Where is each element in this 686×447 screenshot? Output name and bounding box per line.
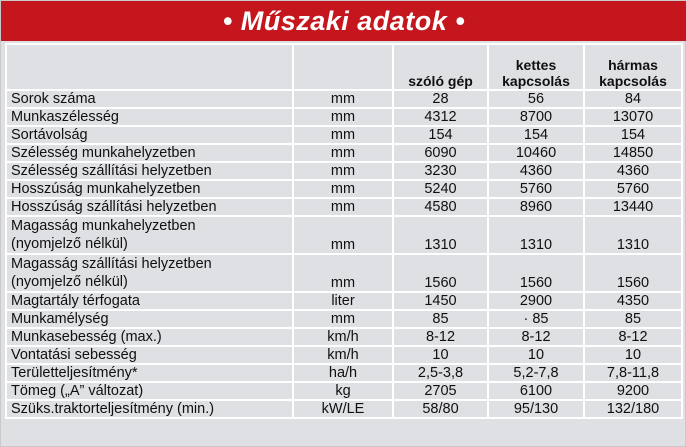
row-value-triple: 4360 — [584, 162, 682, 180]
row-label-line: Magasság szállítási helyzetben — [11, 256, 212, 272]
header-double-line2: kapcsolás — [502, 73, 570, 89]
table-header-row — [6, 44, 682, 90]
header-solo — [393, 44, 488, 90]
row-label: Szüks.traktorteljesítmény (min.) — [6, 400, 293, 418]
row-value-solo: 2,5-3,8 — [393, 364, 488, 382]
row-value-solo: 1560 — [393, 254, 488, 292]
row-value-solo: 2705 — [393, 382, 488, 400]
row-value-solo: 1310 — [393, 216, 488, 254]
header-triple-line1: hármas — [608, 57, 658, 73]
row-value-double: 1310 — [488, 216, 584, 254]
row-value-solo: 6090 — [393, 144, 488, 162]
table-row — [6, 364, 682, 382]
row-unit: mm — [293, 216, 393, 254]
row-value-double: 5,2-7,8 — [488, 364, 584, 382]
table-row — [6, 382, 682, 400]
row-label-line: (nyomjelző nélkül) — [11, 274, 128, 290]
row-value-solo: 1450 — [393, 292, 488, 310]
row-label: Hosszúság munkahelyzetben — [6, 180, 293, 198]
row-unit: kg — [293, 382, 393, 400]
row-label: Vontatási sebesség — [6, 346, 293, 364]
row-value-solo: 4580 — [393, 198, 488, 216]
row-value-double: 56 — [488, 90, 584, 108]
table-row — [6, 126, 682, 144]
table-row — [6, 292, 682, 310]
title-banner — [1, 1, 686, 41]
row-value-double: 154 — [488, 126, 584, 144]
row-value-solo: 85 — [393, 310, 488, 328]
table-row — [6, 310, 682, 328]
table-row — [6, 108, 682, 126]
row-value-triple: 9200 — [584, 382, 682, 400]
row-label: Magtartály térfogata — [6, 292, 293, 310]
row-value-double: 10460 — [488, 144, 584, 162]
row-value-solo: 154 — [393, 126, 488, 144]
row-value-double: 95/130 — [488, 400, 584, 418]
row-label: Hosszúság szállítási helyzetben — [6, 198, 293, 216]
row-value-double: 8960 — [488, 198, 584, 216]
row-unit: ha/h — [293, 364, 393, 382]
table-row — [6, 328, 682, 346]
row-unit: mm — [293, 198, 393, 216]
row-value-triple: 8-12 — [584, 328, 682, 346]
header-triple-line2: kapcsolás — [599, 73, 667, 89]
row-unit: liter — [293, 292, 393, 310]
row-value-double: 10 — [488, 346, 584, 364]
page-title: • Műszaki adatok • — [222, 5, 466, 36]
row-value-triple: 154 — [584, 126, 682, 144]
row-value-triple: 7,8-11,8 — [584, 364, 682, 382]
row-label-line: (nyomjelző nélkül) — [11, 236, 128, 252]
row-value-double: 5760 — [488, 180, 584, 198]
row-unit: mm — [293, 144, 393, 162]
row-value-double: 6100 — [488, 382, 584, 400]
row-value-triple: 85 — [584, 310, 682, 328]
row-unit: mm — [293, 180, 393, 198]
row-label: Tömeg („A” változat) — [6, 382, 293, 400]
row-unit: mm — [293, 126, 393, 144]
header-double — [488, 44, 584, 90]
row-unit: mm — [293, 254, 393, 292]
table-row — [6, 162, 682, 180]
table-row — [6, 216, 682, 254]
table-row — [6, 180, 682, 198]
table-row — [6, 254, 682, 292]
row-value-solo: 8-12 — [393, 328, 488, 346]
row-value-triple: 132/180 — [584, 400, 682, 418]
row-label: Szélesség szállítási helyzetben — [6, 162, 293, 180]
row-unit: mm — [293, 108, 393, 126]
row-unit: kW/LE — [293, 400, 393, 418]
table-row — [6, 198, 682, 216]
row-value-triple: 1560 — [584, 254, 682, 292]
row-value-triple: 84 — [584, 90, 682, 108]
row-label: Munkasebesség (max.) — [6, 328, 293, 346]
row-label: Sortávolság — [6, 126, 293, 144]
row-label: Munkamélység — [6, 310, 293, 328]
row-label: Területteljesítmény* — [6, 364, 293, 382]
row-value-triple: 5760 — [584, 180, 682, 198]
header-unit — [293, 44, 393, 90]
row-value-solo: 5240 — [393, 180, 488, 198]
row-unit: km/h — [293, 328, 393, 346]
row-label-line: Magasság munkahelyzetben — [11, 218, 196, 234]
row-value-triple: 10 — [584, 346, 682, 364]
row-label: Munkaszélesség — [6, 108, 293, 126]
row-value-double: 4360 — [488, 162, 584, 180]
table-row — [6, 90, 682, 108]
row-value-triple: 1310 — [584, 216, 682, 254]
row-value-triple: 4350 — [584, 292, 682, 310]
row-value-solo: 28 — [393, 90, 488, 108]
row-unit: mm — [293, 90, 393, 108]
row-value-double: 8-12 — [488, 328, 584, 346]
row-value-solo: 58/80 — [393, 400, 488, 418]
row-label: Sorok száma — [6, 90, 293, 108]
row-unit: mm — [293, 310, 393, 328]
table-row — [6, 144, 682, 162]
row-value-solo: 4312 — [393, 108, 488, 126]
row-label: Szélesség munkahelyzetben — [6, 144, 293, 162]
row-value-double: · 85 — [488, 310, 584, 328]
row-value-triple: 14850 — [584, 144, 682, 162]
row-value-double: 1560 — [488, 254, 584, 292]
row-label — [6, 254, 293, 292]
header-param — [6, 44, 293, 90]
row-value-solo: 10 — [393, 346, 488, 364]
row-value-solo: 3230 — [393, 162, 488, 180]
specs-table — [5, 43, 683, 419]
header-solo-label: szóló gép — [408, 73, 473, 89]
row-value-triple: 13070 — [584, 108, 682, 126]
row-unit: mm — [293, 162, 393, 180]
header-double-line1: kettes — [515, 57, 557, 73]
row-value-double: 8700 — [488, 108, 584, 126]
table-row — [6, 400, 682, 418]
table-row — [6, 346, 682, 364]
row-label — [6, 216, 293, 254]
header-triple — [584, 44, 682, 90]
row-unit: km/h — [293, 346, 393, 364]
row-value-double: 2900 — [488, 292, 584, 310]
row-value-triple: 13440 — [584, 198, 682, 216]
